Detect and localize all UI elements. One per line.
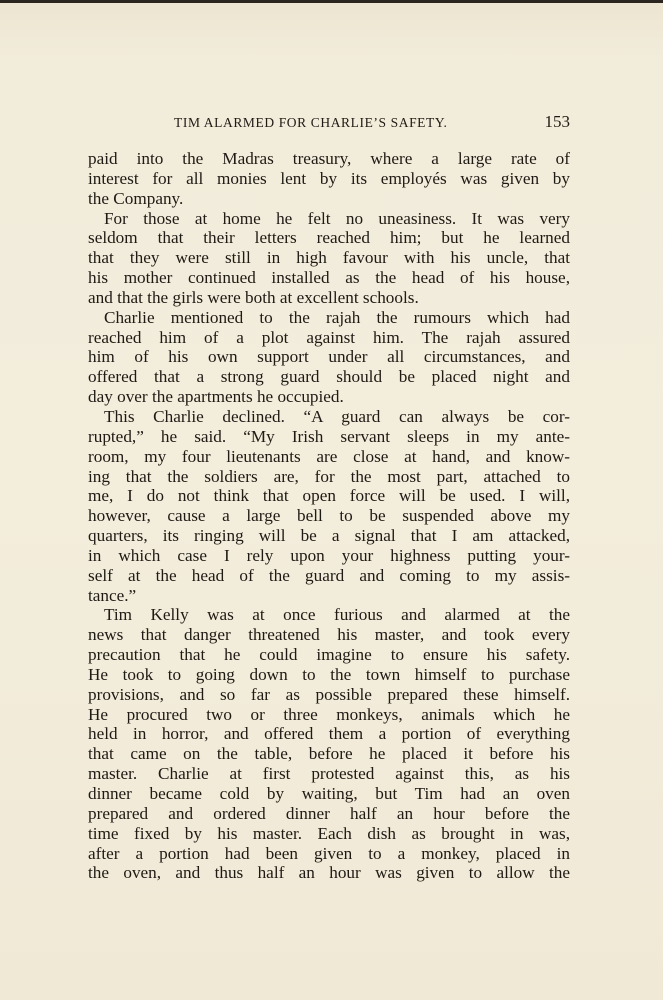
text-line: Tim Kelly was at once furious and alarmed at the bbox=[104, 605, 570, 625]
text-line: paid into the Madras treasury, where a large rate of bbox=[88, 149, 570, 168]
text-line: after a portion had been given to a monkey, placed in bbox=[88, 843, 570, 863]
text-line: me, I do not think that open force will be used. I will, bbox=[88, 486, 570, 506]
text-line: offered that a strong guard should be placed night and bbox=[88, 367, 570, 387]
running-title: TIM ALARMED FOR CHARLIE’S SAFETY. bbox=[174, 115, 448, 130]
text-line: and that the girls were both at excellent schools. bbox=[88, 287, 419, 307]
text-line: reached him of a plot against him. The rajah assured bbox=[88, 327, 570, 347]
text-line: Charlie mentioned to the rajah the rumours which had bbox=[104, 307, 570, 327]
text-line: master. Charlie at first protested against this, as his bbox=[88, 764, 570, 784]
text-line: the oven, and thus half an hour was given to allow the bbox=[88, 863, 570, 883]
text-line: He took to going down to the town himself to purchase bbox=[88, 664, 570, 684]
text-line: quarters, its ringing will be a signal that I am attacked, bbox=[88, 526, 570, 546]
text-line: tance.” bbox=[88, 585, 137, 605]
text-line: in which case I rely upon your highness putting your- bbox=[88, 545, 570, 565]
text-line: that they were still in high favour with his uncle, that bbox=[88, 248, 570, 268]
text-line: time fixed by his master. Each dish as brought in was, bbox=[88, 823, 570, 843]
text-line: him of his own support under all circumstances, and bbox=[88, 347, 570, 367]
text-line: This Charlie declined. “A guard can always be cor- bbox=[104, 406, 570, 426]
body-text bbox=[88, 149, 570, 883]
text-line: that came on the table, before he placed it before his bbox=[88, 744, 570, 764]
text-line: provisions, and so far as possible prepared these himself. bbox=[88, 684, 570, 704]
text-line: precaution that he could imagine to ensure his safety. bbox=[88, 645, 570, 665]
page-top-edge bbox=[0, 0, 663, 3]
text-line: however, cause a large bell to be suspended above my bbox=[88, 506, 570, 526]
text-line: interest for all monies lent by its employés was given by bbox=[88, 168, 570, 188]
text-line: For those at home he felt no uneasiness. It was very bbox=[104, 208, 570, 228]
text-line: He procured two or three monkeys, animals which he bbox=[88, 704, 570, 724]
text-line: held in horror, and offered them a portion of everything bbox=[88, 724, 570, 744]
text-line: self at the head of the guard and coming to my assis- bbox=[88, 565, 570, 585]
text-line: ing that the soldiers are, for the most part, attached to bbox=[88, 466, 570, 486]
running-header bbox=[88, 112, 570, 136]
text-line: news that danger threatened his master, and took every bbox=[88, 625, 570, 645]
text-line: rupted,” he said. “My Irish servant sleeps in my ante- bbox=[88, 426, 570, 446]
text-line: seldom that their letters reached him; but he learned bbox=[88, 228, 570, 248]
text-line: the Company. bbox=[88, 188, 184, 208]
text-line: room, my four lieutenants are close at hand, and know- bbox=[88, 446, 570, 466]
text-line: dinner became cold by waiting, but Tim had an oven bbox=[88, 784, 570, 803]
text-line: day over the apartments he occupied. bbox=[88, 387, 344, 407]
text-line: his mother continued installed as the head of his house, bbox=[88, 268, 570, 288]
text-line: prepared and ordered dinner half an hour before the bbox=[88, 803, 570, 823]
page-number: 153 bbox=[544, 112, 570, 131]
